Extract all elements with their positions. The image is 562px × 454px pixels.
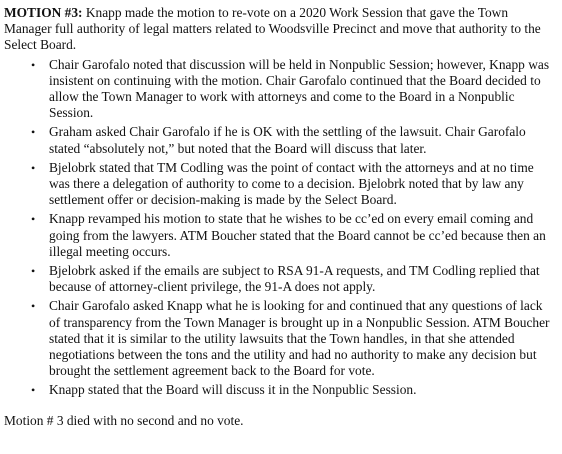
document-page [4,5,556,429]
bullet-text: Bjelobrk stated that TM Codling was the point of contact with the attorneys and at no time was there a delegation of authority to come to a decision. Bjelobrk noted that by law any settlement offer or decision-making is made by the Select Board. [49,159,534,208]
bullet-dot: • [31,264,36,279]
bullet-text: Bjelobrk asked if the emails are subject to RSA 91-A requests, and TM Codling replied that because of attorney-client privilege, the 91-A does not apply. [49,263,540,295]
bullet-dot: • [31,299,36,314]
bullet-item [4,124,556,156]
bullet-item [4,263,556,295]
bullet-item [4,160,556,209]
bullet-text: Chair Garofalo asked Knapp what he is looking for and continued that any questions of lack of transparency from the Town Manager is brought up in a Nonpublic Session. ATM Boucher stated that it is similar to the utility lawsuits that the Town handles, in that she attended negotiations between the tons and the utility and had no authority to make any decision but brought the settlement agreement back to the Board for vote. [49,298,550,379]
bullet-item [4,211,556,260]
bullet-dot: • [31,160,36,175]
bullet-dot: • [31,125,36,140]
bullet-dot: • [31,383,36,398]
bullet-text: Graham asked Chair Garofalo if he is OK with the settling of the lawsuit. Chair Garofalo stated “absolutely not,” but noted that the Board will discuss that later. [49,124,526,156]
motion-text: Knapp made the motion to re-vote on a 2020 Work Session that gave the Town Manager full authority of legal matters related to Woodsville Precinct and move that authority to the Select Board. [4,5,541,53]
bullet-item [4,298,556,379]
bullet-text: Knapp revamped his motion to state that he wishes to be cc’ed on every email coming and going from the lawyers. ATM Boucher stated that the Board cannot be cc’ed because then an illegal meeting occurs. [49,211,546,259]
bullet-dot: • [31,212,36,227]
bullet-text: Chair Garofalo noted that discussion will be held in Nonpublic Session; however, Knapp was insistent on continuing with the motion. Chair Garofalo continued that the Board decided to allow the Town Manager to work with attorneys and come to the Board in a Nonpublic Session. [49,56,550,121]
bullet-text: Knapp stated that the Board will discuss it in the Nonpublic Session. [49,382,417,398]
motion-result: Motion # 3 died with no second and no vote. [4,412,244,428]
discussion-bullet-list [4,57,556,399]
motion-paragraph [4,5,556,54]
bullet-item [4,57,556,122]
motion-label: MOTION #3: [4,5,83,20]
bullet-dot: • [31,57,36,72]
bullet-item [4,382,556,398]
